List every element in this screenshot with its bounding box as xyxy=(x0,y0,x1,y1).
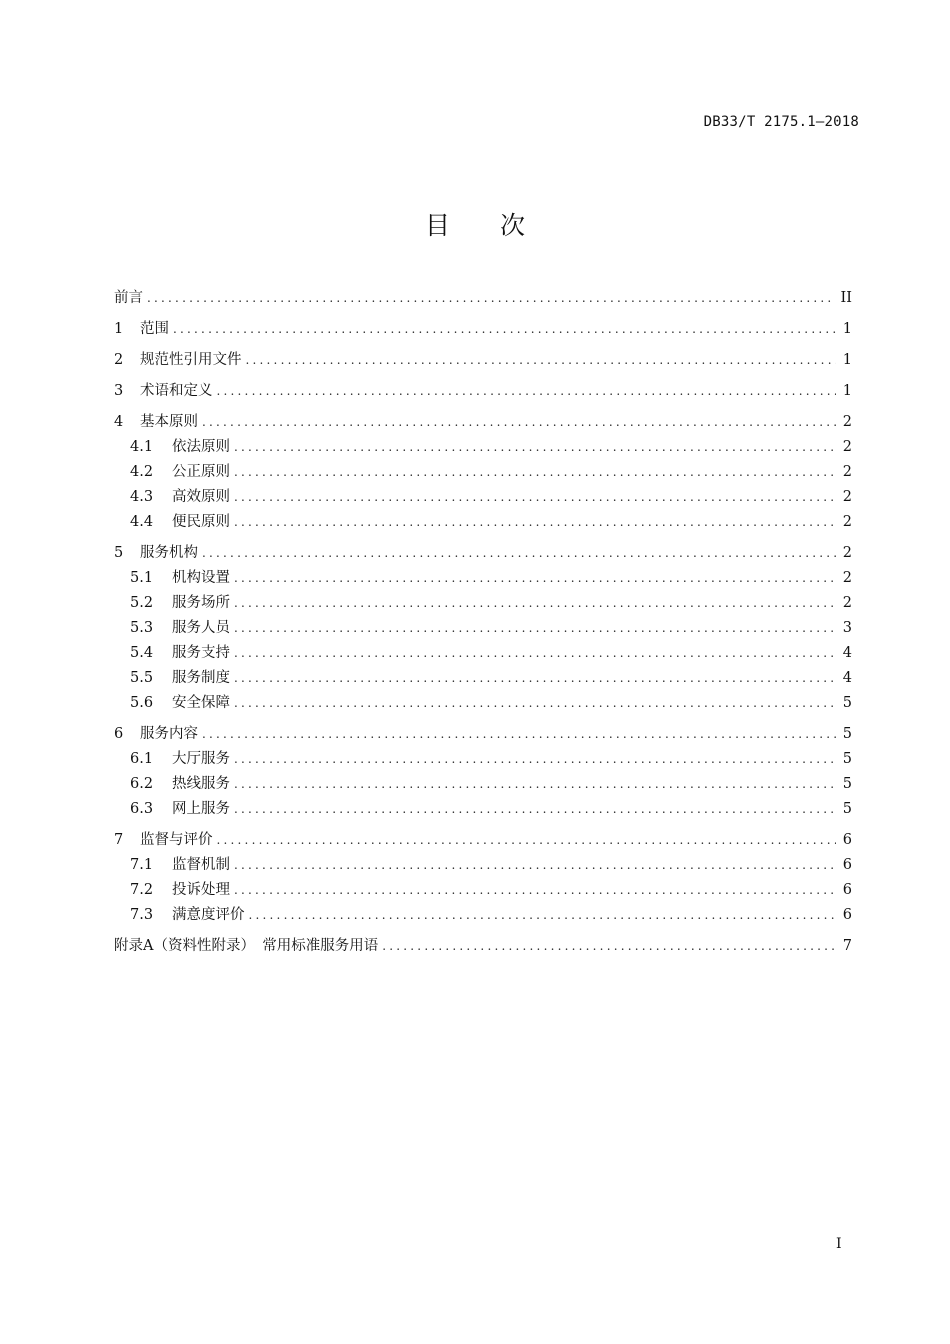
toc-leader-dots xyxy=(234,747,836,772)
toc-entry[interactable] xyxy=(114,747,852,772)
toc-leader-dots xyxy=(234,460,836,485)
toc-entry-page: 2 xyxy=(842,489,852,505)
toc-entry[interactable] xyxy=(114,691,852,716)
toc-entry-title: 高效原则 xyxy=(172,489,230,505)
toc-entry-number: 5.2 xyxy=(130,595,154,611)
toc-entry-number: 5 xyxy=(114,545,124,561)
toc-entry-page: 1 xyxy=(842,352,852,368)
toc-entry-number: 3 xyxy=(114,383,124,399)
toc-entry[interactable] xyxy=(114,616,852,641)
toc-entry-number: 6.1 xyxy=(130,751,154,767)
toc-leader-dots xyxy=(217,379,837,404)
toc-entry-number: 4.2 xyxy=(130,464,154,480)
toc-entry[interactable] xyxy=(114,485,852,510)
toc-entry[interactable] xyxy=(114,541,852,566)
toc-entry-title: 规范性引用文件 xyxy=(140,352,242,368)
toc-leader-dots xyxy=(234,691,836,716)
toc-leader-dots xyxy=(234,797,836,822)
toc-entry-number: 6.2 xyxy=(130,776,154,792)
toc-entry[interactable] xyxy=(114,410,852,435)
toc-leader-dots xyxy=(234,641,836,666)
toc-entry-title: 附录A（资料性附录） 常用标准服务用语 xyxy=(114,938,379,954)
toc-entry-number: 1 xyxy=(114,321,124,337)
toc-entry[interactable] xyxy=(114,903,852,928)
toc-entry-page: 4 xyxy=(842,645,852,661)
toc-entry-title: 服务人员 xyxy=(172,620,230,636)
toc-entry-page: 6 xyxy=(842,832,852,848)
toc-entry-title: 服务制度 xyxy=(172,670,230,686)
toc-leader-dots xyxy=(202,410,836,435)
toc-entry-page: II xyxy=(840,290,852,306)
toc-entry[interactable] xyxy=(114,878,852,903)
toc-entry-title: 投诉处理 xyxy=(172,882,230,898)
toc-entry-number: 4.3 xyxy=(130,489,154,505)
toc-entry-page: 6 xyxy=(842,857,852,873)
toc-entry-title: 术语和定义 xyxy=(140,383,213,399)
toc-leader-dots xyxy=(234,853,836,878)
toc-entry-number: 4 xyxy=(114,414,124,430)
toc-entry[interactable] xyxy=(114,348,852,373)
toc-entry-page: 2 xyxy=(842,464,852,480)
toc-entry-title: 监督与评价 xyxy=(140,832,213,848)
toc-entry-number: 6 xyxy=(114,726,124,742)
toc-entry-title: 安全保障 xyxy=(172,695,230,711)
toc-entry-title: 热线服务 xyxy=(172,776,230,792)
toc-entry-number: 6.3 xyxy=(130,801,154,817)
toc-leader-dots xyxy=(234,772,836,797)
toc-entry-title: 网上服务 xyxy=(172,801,230,817)
toc-entry-page: 2 xyxy=(842,595,852,611)
toc-leader-dots xyxy=(234,485,836,510)
toc-entry[interactable] xyxy=(114,828,852,853)
toc-leader-dots xyxy=(217,828,837,853)
toc-leader-dots xyxy=(147,286,835,311)
toc-entry[interactable] xyxy=(114,853,852,878)
toc-title-char-1: 目 xyxy=(424,211,450,240)
toc-leader-dots xyxy=(246,348,837,373)
toc-entry-title: 依法原则 xyxy=(172,439,230,455)
toc-entry-title: 满意度评价 xyxy=(172,907,245,923)
toc-leader-dots xyxy=(173,317,836,342)
toc-leader-dots xyxy=(249,903,837,928)
toc-leader-dots xyxy=(382,934,836,959)
toc-entry-page: 5 xyxy=(842,695,852,711)
toc-entry-number: 7.2 xyxy=(130,882,154,898)
toc-entry-number: 5.1 xyxy=(130,570,154,586)
document-code: DB33/T 2175.1—2018 xyxy=(703,114,859,130)
toc-entry-page: 2 xyxy=(842,570,852,586)
footer-page-number: I xyxy=(836,1236,842,1252)
toc-entry-title: 机构设置 xyxy=(172,570,230,586)
toc-entry-number: 7.3 xyxy=(130,907,154,923)
toc-entry[interactable] xyxy=(114,934,852,959)
toc-entry[interactable] xyxy=(114,722,852,747)
toc-entry-title: 便民原则 xyxy=(172,514,230,530)
toc-entry-title: 前言 xyxy=(114,290,143,306)
toc-leader-dots xyxy=(234,591,836,616)
toc-entry-page: 2 xyxy=(842,545,852,561)
toc-leader-dots xyxy=(234,666,836,691)
toc-entry[interactable] xyxy=(114,641,852,666)
toc-entry-page: 1 xyxy=(842,383,852,399)
toc-entry-page: 6 xyxy=(842,907,852,923)
toc-leader-dots xyxy=(234,510,836,535)
toc-entry-page: 5 xyxy=(842,801,852,817)
toc-entry-page: 6 xyxy=(842,882,852,898)
toc-title xyxy=(0,206,950,242)
toc-leader-dots xyxy=(234,566,836,591)
toc-entry-page: 5 xyxy=(842,751,852,767)
toc-entry[interactable] xyxy=(114,566,852,591)
toc-entry-page: 4 xyxy=(842,670,852,686)
toc-entry-page: 3 xyxy=(842,620,852,636)
toc-entry[interactable] xyxy=(114,772,852,797)
toc-entry[interactable] xyxy=(114,666,852,691)
toc-entry-page: 2 xyxy=(842,439,852,455)
toc-entry-title: 基本原则 xyxy=(140,414,198,430)
toc-entry[interactable] xyxy=(114,435,852,460)
toc-entry-page: 2 xyxy=(842,514,852,530)
toc-entry-title: 服务场所 xyxy=(172,595,230,611)
toc-leader-dots xyxy=(234,435,836,460)
toc-entry[interactable] xyxy=(114,510,852,535)
toc-entry[interactable] xyxy=(114,591,852,616)
toc-entry-title: 公正原则 xyxy=(172,464,230,480)
toc-entry[interactable] xyxy=(114,460,852,485)
toc-entry[interactable] xyxy=(114,379,852,404)
toc-entry-number: 5.5 xyxy=(130,670,154,686)
toc-entry-number: 5.4 xyxy=(130,645,154,661)
toc-entry-number: 2 xyxy=(114,352,124,368)
toc-leader-dots xyxy=(234,878,836,903)
toc-entry-number: 5.6 xyxy=(130,695,154,711)
toc-entry-title: 服务支持 xyxy=(172,645,230,661)
toc-entry-number: 4.1 xyxy=(130,439,154,455)
toc-entry-number: 4.4 xyxy=(130,514,154,530)
toc-leader-dots xyxy=(234,616,836,641)
toc-entry-number: 7 xyxy=(114,832,124,848)
toc-entry-page: 1 xyxy=(842,321,852,337)
toc-entry[interactable] xyxy=(114,286,852,311)
toc-entry[interactable] xyxy=(114,317,852,342)
table-of-contents xyxy=(114,286,852,959)
toc-entry-page: 2 xyxy=(842,414,852,430)
toc-entry-title: 大厅服务 xyxy=(172,751,230,767)
toc-entry-number: 7.1 xyxy=(130,857,154,873)
toc-entry-page: 5 xyxy=(842,776,852,792)
toc-entry-title: 服务内容 xyxy=(140,726,198,742)
toc-entry-title: 服务机构 xyxy=(140,545,198,561)
toc-entry-number: 5.3 xyxy=(130,620,154,636)
toc-entry-title: 监督机制 xyxy=(172,857,230,873)
toc-title-char-2: 次 xyxy=(500,211,526,240)
toc-entry-page: 7 xyxy=(842,938,852,954)
toc-leader-dots xyxy=(202,722,836,747)
toc-entry[interactable] xyxy=(114,797,852,822)
toc-entry-page: 5 xyxy=(842,726,852,742)
toc-entry-title: 范围 xyxy=(140,321,169,337)
toc-leader-dots xyxy=(202,541,836,566)
